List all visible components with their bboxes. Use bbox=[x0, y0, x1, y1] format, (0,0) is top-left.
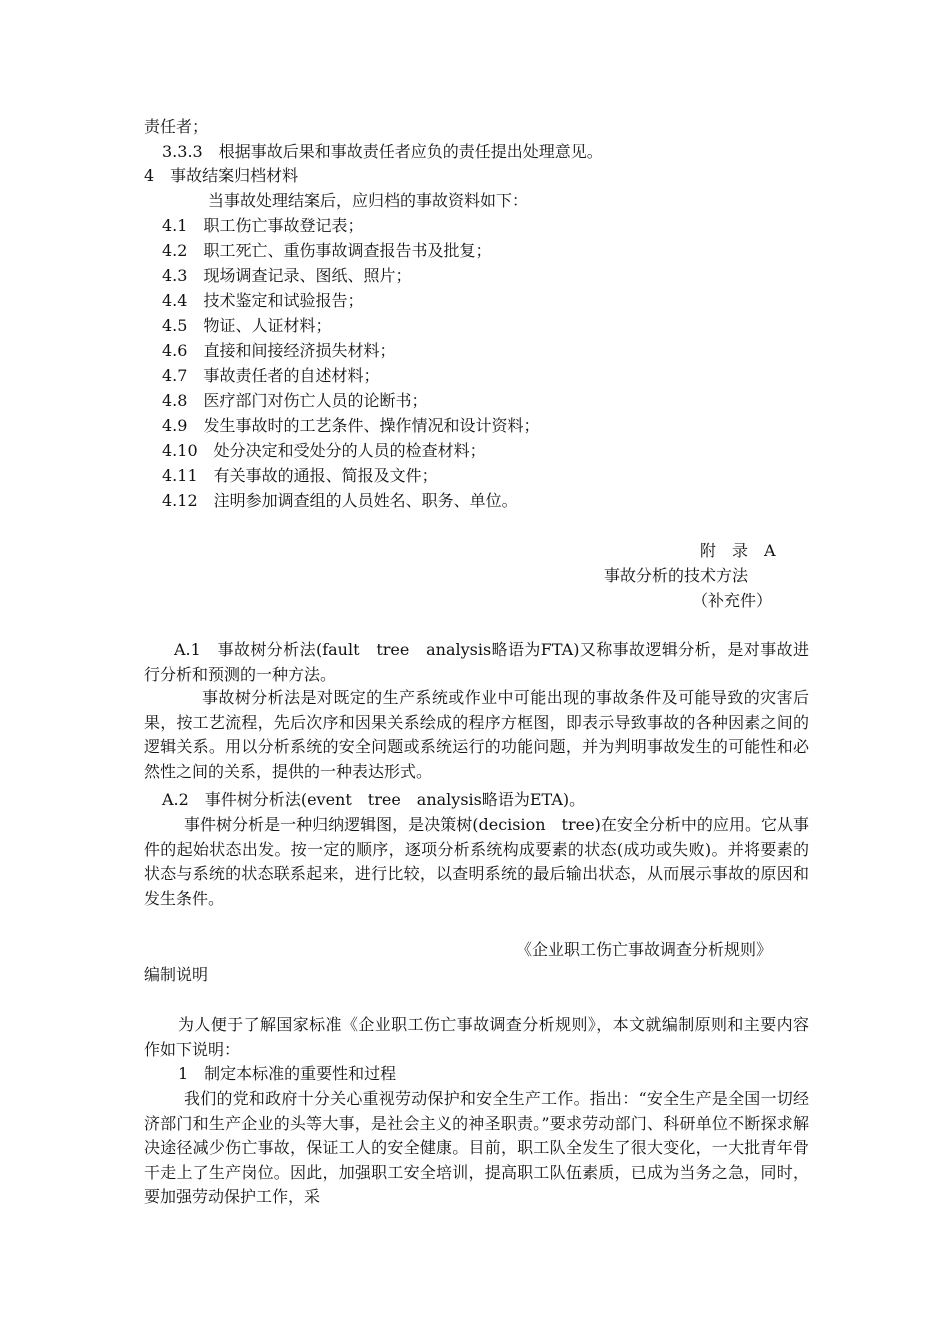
explanation-title: 《企业职工伤亡事故调查分析规则》 bbox=[516, 940, 773, 959]
list-item: 4.1 职工伤亡事故登记表； bbox=[162, 216, 364, 235]
appendix-label: 附 录 A bbox=[700, 541, 776, 560]
appendix-title: 事故分析的技术方法 bbox=[604, 566, 749, 585]
list-item: 4.8 医疗部门对伤亡人员的论断书； bbox=[162, 391, 428, 410]
list-item: 4.10 处分决定和受处分的人员的检查材料； bbox=[162, 441, 486, 460]
list-item: 4.2 职工死亡、重伤事故调查报告书及批复； bbox=[162, 241, 492, 260]
list-item: 4.4 技术鉴定和试验报告； bbox=[162, 291, 364, 310]
item-3-3-3: 3.3.3 根据事故后果和事故责任者应负的责任提出处理意见。 bbox=[162, 142, 603, 161]
list-item: 4.6 直接和间接经济损失材料； bbox=[162, 341, 396, 360]
list-item: 4.3 现场调查记录、图纸、照片； bbox=[162, 266, 412, 285]
appendix-note: （补充件） bbox=[692, 591, 773, 610]
appendix-a1-body: 事故树分析法是对既定的生产系统或作业中可能出现的事故条件及可能导致的灾害后果，按工艺流程，先后次序和因果关系绘成的程序方框图，即表示导致事故的各种因素之间的逻辑关系。用以分析系统的安全问题或系统运行的功能问题，并为判明事故发生的可能性和必然性之间的关系，提供的一种表达形式。 bbox=[144, 688, 809, 781]
appendix-a1: A.1 事故树分析法(fault tree analysis略语为FTA)又称事故逻辑分析，是对事故进行分析和预测的一种方法。 bbox=[144, 640, 809, 684]
section-4-intro: 当事故处理结案后，应归档的事故资料如下： bbox=[208, 191, 529, 210]
list-item: 4.12 注明参加调查组的人员姓名、职务、单位。 bbox=[162, 491, 518, 510]
explanation-section-1: 1 制定本标准的重要性和过程 bbox=[178, 1064, 397, 1083]
appendix-a2: A.2 事件树分析法(event tree analysis略语为ETA)。 bbox=[162, 790, 586, 809]
continuation-text: 责任者； bbox=[144, 117, 209, 136]
appendix-a2-body: 事件树分析是一种归纳逻辑图，是决策树(decision tree)在安全分析中的应用。它从事件的起始状态出发。按一定的顺序，逐项分析系统构成要素的状态(成功或失败)。并将要素的状态与系统的状态联系起来，进行比较，以查明系统的最后输出状态，从而展示事故的原因和发生条件。 bbox=[144, 815, 809, 908]
list-item: 4.9 发生事故时的工艺条件、操作情况和设计资料； bbox=[162, 416, 540, 435]
list-item: 4.7 事故责任者的自述材料； bbox=[162, 366, 380, 385]
section-4-heading: 4 事故结案归档材料 bbox=[144, 166, 299, 185]
explanation-intro: 为人便于了解国家标准《企业职工伤亡事故调查分析规则》，本文就编制原则和主要内容作如下说明： bbox=[144, 1015, 809, 1059]
explanation-subtitle: 编制说明 bbox=[144, 965, 209, 984]
list-item: 4.5 物证、人证材料； bbox=[162, 316, 332, 335]
explanation-section-1-body: 我们的党和政府十分关心重视劳动保护和安全生产工作。指出：“安全生产是全国一切经济部门和生产企业的头等大事，是社会主义的神圣职责。”要求劳动部门、科研单位不断探求解决途径减少伤亡事故，保证工人的安全健康。目前，职工队全发生了很大变化，一大批青年骨干走上了生产岗位。因此，加强职工安全培训，提高职工队伍素质，已成为当务之急，同时，要加强劳动保护工作，采 bbox=[144, 1089, 809, 1206]
list-item: 4.11 有关事故的通报、简报及文件； bbox=[162, 466, 438, 485]
